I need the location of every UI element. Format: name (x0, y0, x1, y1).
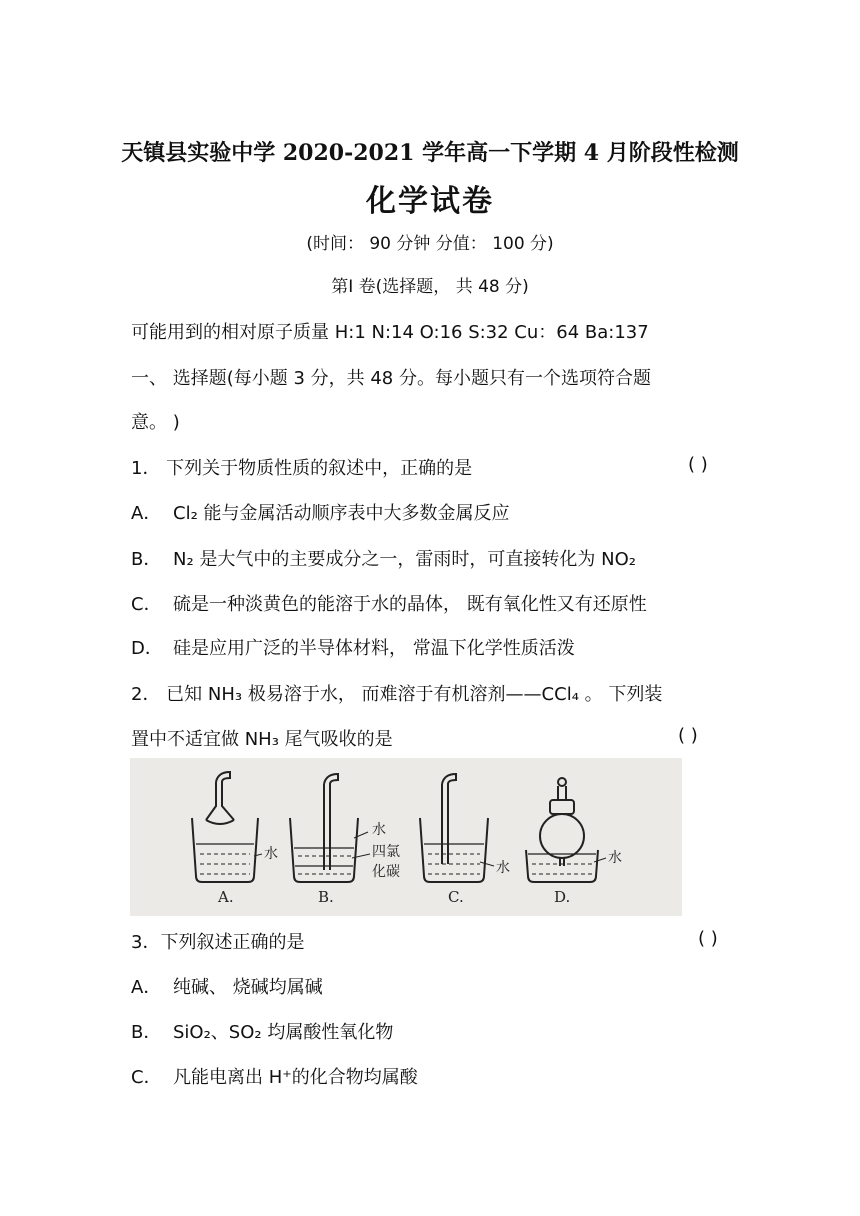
question-1-option-d (131, 634, 575, 660)
option-letter: B． (131, 1022, 162, 1043)
label-ccl4-line2: 化碳 (372, 864, 400, 880)
option-letter: C． (131, 594, 162, 615)
option-letter: A． (131, 503, 162, 524)
question-2-answer-blank: ( ) (678, 725, 698, 746)
apparatus-diagram (130, 758, 682, 916)
label-water-a: 水 (264, 846, 278, 862)
apparatus-figure (130, 758, 682, 916)
label-water-c: 水 (496, 860, 510, 876)
figure-label-b: B. (318, 888, 334, 906)
question-3-option-b (131, 1018, 393, 1044)
question-3-option-c (131, 1063, 418, 1089)
label-water-b: 水 (372, 822, 386, 838)
question-3-stem: 3．下列叙述正确的是 (131, 932, 305, 953)
option-text: 硅是应用广泛的半导体材料， 常温下化学性质活泼 (173, 638, 575, 659)
figure-label-a: A. (218, 888, 234, 906)
label-water-d: 水 (608, 850, 622, 866)
label-ccl4-line1: 四氯 (372, 844, 400, 860)
question-1-answer-blank: ( ) (688, 454, 708, 475)
question-1-stem: 1． 下列关于物质性质的叙述中，正确的是 (131, 458, 473, 479)
question-2-stem-line2: 置中不适宜做 NH₃ 尾气吸收的是 (131, 729, 393, 750)
exam-title: 天镇县实验中学 2020-2021 学年高一下学期 4 月阶段性检测 (121, 140, 739, 166)
question-3-option-a (131, 973, 323, 999)
figure-label-c: C. (448, 888, 464, 906)
option-text: 硫是一种淡黄色的能溶于水的晶体， 既有氧化性又有还原性 (173, 594, 647, 615)
option-letter: D． (131, 638, 163, 659)
section-heading-line2: 意。 ) (131, 412, 180, 433)
section-heading-line1: 一、 选择题(每小题 3 分，共 48 分。每小题只有一个选项符合题 (131, 368, 651, 389)
option-text: SiO₂、SO₂ 均属酸性氧化物 (173, 1022, 394, 1043)
option-letter: A． (131, 977, 162, 998)
option-letter: C． (131, 1067, 162, 1088)
beaker-b (290, 774, 358, 882)
option-letter: B． (131, 549, 162, 570)
beaker-c (420, 774, 488, 882)
option-text: 凡能电离出 H⁺的化合物均属酸 (173, 1067, 418, 1088)
question-3-answer-blank: ( ) (698, 928, 718, 949)
figure-label-d: D. (554, 888, 571, 906)
option-text: 纯碱、 烧碱均属碱 (173, 977, 323, 998)
beaker-a (192, 772, 258, 882)
subject-title: 化学试卷 (366, 184, 494, 219)
part-title: 第Ⅰ 卷(选择题， 共 48 分) (331, 277, 529, 297)
question-2-stem-line1: 2． 已知 NH₃ 极易溶于水， 而难溶于有机溶剂——CCl₄ 。 下列装 (131, 684, 663, 705)
beaker-d (526, 778, 598, 882)
time-score-info: (时间： 90 分钟 分值： 100 分) (306, 234, 554, 254)
question-1-option-c (131, 590, 647, 616)
option-text: Cl₂ 能与金属活动顺序表中大多数金属反应 (173, 503, 510, 524)
question-1-option-a (131, 499, 510, 525)
option-text: N₂ 是大气中的主要成分之一，雷雨时，可直接转化为 NO₂ (173, 549, 636, 570)
atomic-masses: 可能用到的相对原子质量 H:1 N:14 O:16 S:32 Cu：64 Ba:137 (131, 322, 649, 343)
question-1-option-b (131, 545, 636, 571)
